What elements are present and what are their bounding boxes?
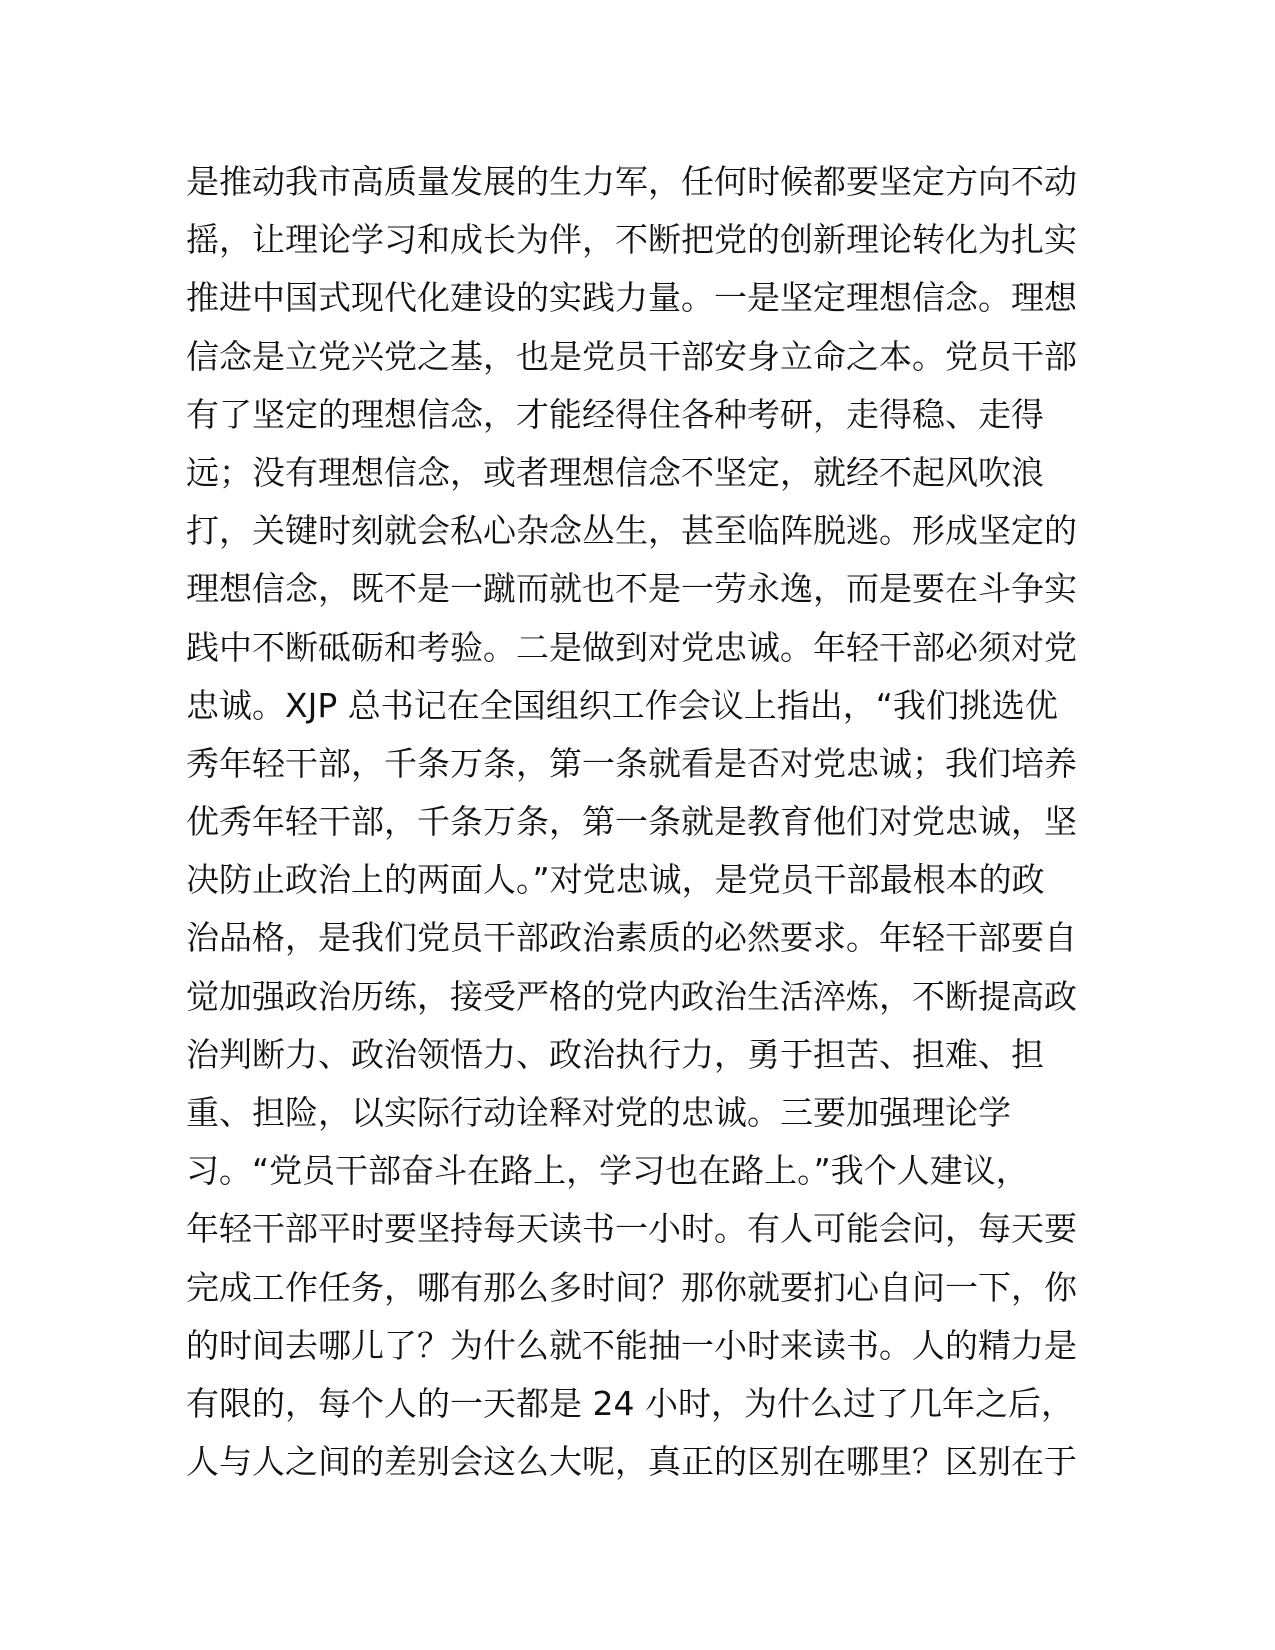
- text-line: 觉加强政治历练，接受严格的党内政治生活淬炼，不断提高政: [186, 976, 1077, 1016]
- text-line: 忠诚。XJP 总书记在全国组织工作会议上指出，“我们挑选优: [186, 685, 1058, 725]
- text-line: 推进中国式现代化建设的实践力量。一是坚定理想信念。理想: [186, 278, 1077, 318]
- body-text: [186, 153, 1091, 1491]
- text-line: 远；没有理想信念，或者理想信念不坚定，就经不起风吹浪: [186, 452, 1044, 492]
- text-line: 决防止政治上的两面人。”对党忠诚，是党员干部最根本的政: [186, 860, 1045, 900]
- text-line: 是推动我市高质量发展的生力军，任何时候都要坚定方向不动: [186, 162, 1077, 201]
- text-line: 完成工作任务，哪有那么多时间？那你就要扪心自问一下，你: [186, 1267, 1077, 1307]
- text-line: 摇，让理论学习和成长为伴，不断把党的创新理论转化为扎实: [186, 220, 1077, 260]
- text-line: 年轻干部平时要坚持每天读书一小时。有人可能会问，每天要: [186, 1209, 1077, 1249]
- text-line: 的时间去哪儿了？为什么就不能抽一小时来读书。人的精力是: [186, 1325, 1077, 1365]
- text-line: 治品格，是我们党员干部政治素质的必然要求。年轻干部要自: [186, 918, 1077, 958]
- text-line: 重、担险，以实际行动诠释对党的忠诚。三要加强理论学: [186, 1093, 1011, 1132]
- text-line: 优秀年轻干部，千条万条，第一条就是教育他们对党忠诚，坚: [186, 802, 1077, 842]
- text-line: 理想信念，既不是一蹴而就也不是一劳永逸，而是要在斗争实: [186, 569, 1077, 609]
- text-line: 有了坚定的理想信念，才能经得住各种考研，走得稳、走得: [186, 394, 1044, 434]
- text-line: 信念是立党兴党之基，也是党员干部安身立命之本。党员干部: [186, 336, 1077, 376]
- text-line: 有限的，每个人的一天都是 24 小时，为什么过了几年之后，: [186, 1383, 1074, 1423]
- text-line: 习。“党员干部奋斗在路上，学习也在路上。”我个人建议，: [186, 1151, 1029, 1191]
- text-line: 人与人之间的差别会这么大呢，真正的区别在哪里？区别在于: [186, 1442, 1077, 1482]
- text-line: 打，关键时刻就会私心杂念丛生，甚至临阵脱逃。形成坚定的: [186, 511, 1077, 551]
- text-line: 治判断力、政治领悟力、政治执行力，勇于担苦、担难、担: [186, 1034, 1044, 1074]
- text-line: 践中不断砥砺和考验。二是做到对党忠诚。年轻干部必须对党: [186, 627, 1077, 667]
- text-line: 秀年轻干部，千条万条，第一条就看是否对党忠诚；我们培养: [186, 743, 1077, 783]
